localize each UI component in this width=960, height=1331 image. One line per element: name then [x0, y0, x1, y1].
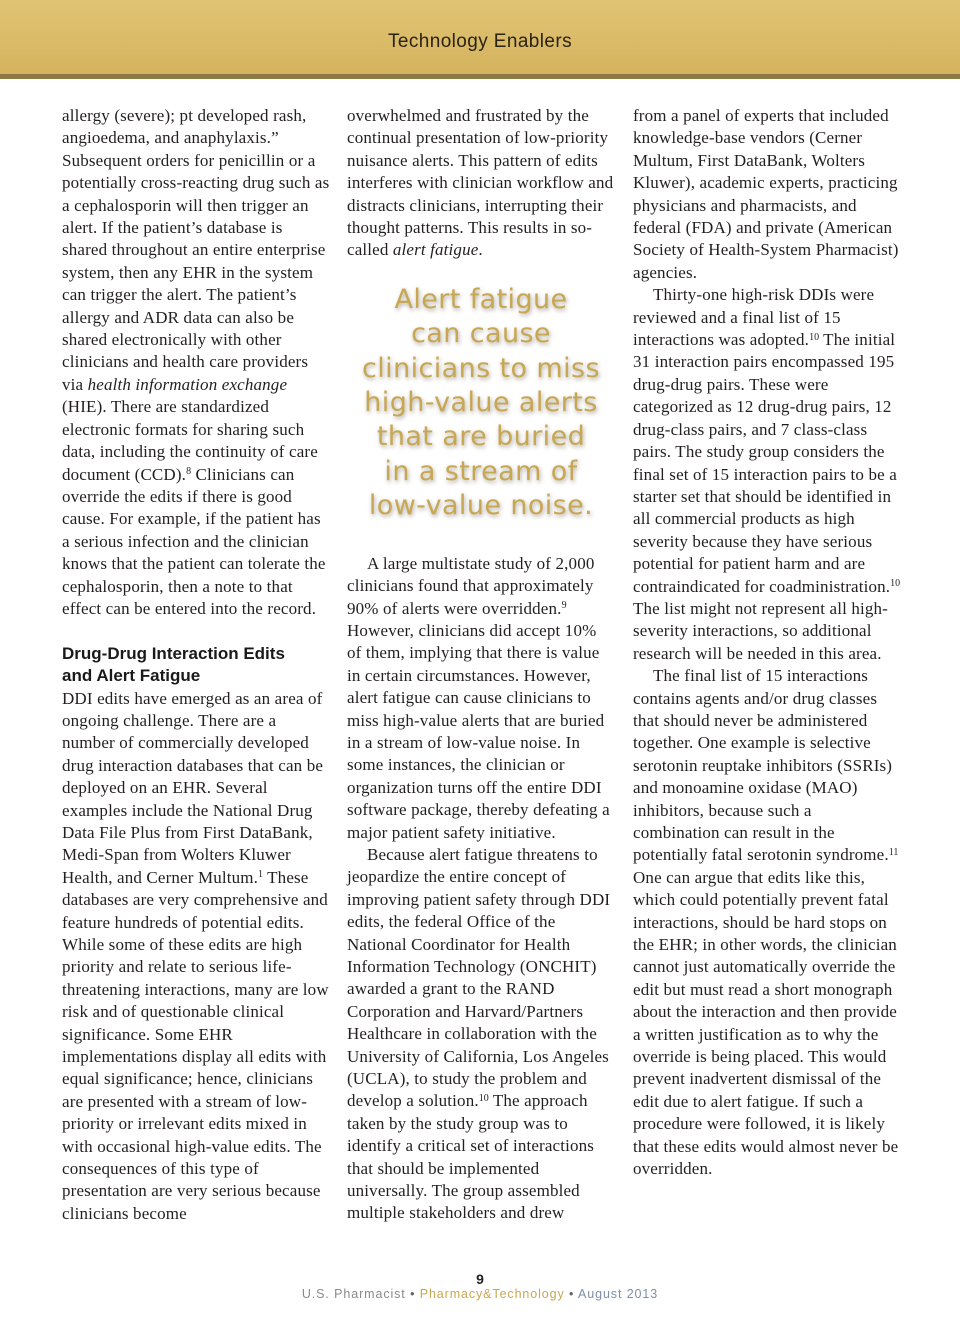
pull-quote-line: in a stream of	[384, 455, 578, 487]
text-run: The list might not represent all high-severity interactions, so additional research will be needed in this area.	[633, 598, 888, 663]
header-bar	[0, 0, 960, 79]
citation-superscript: 10	[478, 1092, 489, 1104]
pull-quote-line: Alert fatigue	[394, 283, 568, 315]
footer-section: Pharmacy&Technology	[419, 1287, 565, 1301]
body-paragraph	[62, 688, 330, 1226]
pull-quote-line: can cause	[411, 318, 551, 350]
pull-quote-line: low-value noise.	[368, 490, 594, 522]
footer-separator: •	[569, 1287, 575, 1301]
text-run: allergy (severe); pt developed rash, angioedema, and anaphylaxis.” Subsequent orders for penicillin or a potentially cross-reacting drug such as a cephalosporin will then trigger an alert. If the patient’s database is shared throughout an entire enterprise system, then any EHR in the system can trigger the alert. The patient’s allergy and ADR data can also be shared electronically with other clinicians and health care providers via	[62, 106, 330, 394]
citation-superscript: 1	[258, 869, 264, 881]
text-run: Thirty-one high-risk DDIs were reviewed and a final list of 15 interactions was adopted.	[633, 285, 875, 350]
citation-superscript: 11	[888, 846, 899, 858]
text-run: from a panel of experts that included knowledge-base vendors (Cerner Multum, First DataBank, Wolters Kluwer), academic experts, practicing physicians and pharmacists, and federal (FDA) and private (American Society of Health-System Pharmacist) agencies.	[633, 106, 899, 282]
page-number: 9	[476, 1271, 484, 1287]
citation-superscript: 8	[186, 466, 192, 477]
text-run: DDI edits have emerged as an area of ongoing challenge. There are a number of commercially developed drug interaction databases that can be deployed on an EHR. Several examples include the National Drug Data File Plus from First DataBank, Medi-Span from Wolters Kluwer Health, and Cerner Multum.	[62, 688, 324, 887]
text-run: One can argue that edits like this, which could potentially prevent fatal interactions, should be hard stops on the EHR; in other words, the clinician cannot just automatically override the edit but must read a short monograph about the interaction and then provide a written justification as to why the override is being placed. This would prevent inadvertent dismissal of the edit due to alert fatigue. If such a procedure were followed, it is likely that these edits would almost never be overridden.	[633, 867, 899, 1179]
footer-issue-date: August 2013	[578, 1287, 659, 1301]
text-run: The final list of 15 interactions contains agents and/or drug classes that should never be administered together. One example is selective serotonin reuptake inhibitors (SSRIs) and monoamine oxidase (MAO) inhibitors, because such a combination can result in the potentially fatal serotonin syndrome.	[633, 666, 893, 865]
body-paragraph	[347, 844, 615, 1225]
heading-line: Drug-Drug Interaction Edits	[62, 643, 285, 663]
pull-quote-line: clinicians to miss	[362, 352, 600, 384]
article-column-1	[62, 105, 330, 1225]
text-run: However, clinicians did accept 10% of them, implying that there is value in certain circumstances. However, alert fatigue can cause clinicians to miss high-value alerts that are buried in a stream of low-value noise. In some instances, the clinician or organization turns off the entire DDI software package, thereby defeating a major patient safety initiative.	[347, 620, 610, 842]
pull-quote-line: that are buried	[376, 421, 586, 453]
body-paragraph	[633, 665, 901, 1180]
citation-superscript: 9	[561, 600, 567, 611]
footer-separator: •	[410, 1287, 416, 1301]
article-column-2	[347, 105, 615, 1225]
text-run: overwhelmed and frustrated by the continual presentation of low-priority nuisance alerts. This pattern of edits interferes with clinician workflow and distracts clinicians, interrupting their thought patterns. This results in so-called	[347, 106, 614, 260]
text-run: The initial 31 interaction pairs encompassed 195 drug-drug pairs. These were categorized as 12 drug-drug pairs, 12 drug-class pairs, and 7 class-class pairs. The study group considers the final set of 15 interaction pairs to be a starter set that should be identified in all commercial products as high severity because they have serious potential for patient harm and are contraindicated for coadministration.	[633, 330, 897, 596]
text-run: These databases are very comprehensive and feature hundreds of potential edits. While some of these edits are high priority and relate to serious life-threatening interactions, many are low risk and of questionable clinical significance. Some EHR implementations display all edits with equal significance; hence, clinicians are presented with a stream of low-priority or irrelevant edits mixed in with occasional high-value edits. The consequences of this type of presentation are very serious because clinicians become	[62, 867, 329, 1223]
body-paragraph	[347, 105, 615, 262]
text-run: Clinicians can override the edits if there is good cause. For example, if the patient has a serious infection and the clinician knows that the patient can tolerate the cephalosporin, then a note to that effect can be entered into the record.	[62, 464, 326, 618]
heading-line: and Alert Fatigue	[62, 666, 201, 686]
footer-credit-line	[0, 1286, 960, 1302]
italic-term: health information exchange	[87, 374, 288, 394]
text-run: Because alert fatigue threatens to jeopardize the entire concept of improving patient safety through DDI edits, the federal Office of the National Coordinator for Health Information Technology (ONCHIT) awarded a grant to the RAND Corporation and Harvard/Partners Healthcare in collaboration with the University of California, Los Angeles (UCLA), to study the problem and develop a solution.	[347, 844, 611, 1111]
footer-publication: U.S. Pharmacist	[301, 1287, 406, 1301]
section-heading	[62, 643, 330, 688]
text-run: The approach taken by the study group was to identify a critical set of interactions that should be implemented universally. The group assembled multiple stakeholders and drew	[347, 1091, 595, 1223]
citation-superscript: 10	[890, 578, 901, 590]
article-column-3	[633, 105, 901, 1181]
text-run: A large multistate study of 2,000 clinicians found that approximately 90% of alerts were overridden.	[347, 553, 595, 618]
citation-superscript: 10	[809, 331, 820, 343]
body-paragraph	[62, 105, 330, 620]
italic-term: alert fatigue	[392, 240, 479, 260]
section-title: Technology Enablers	[388, 31, 572, 52]
pull-quote-line: high-value alerts	[364, 387, 598, 419]
text-run: .	[478, 240, 483, 260]
body-paragraph	[633, 284, 901, 665]
body-paragraph	[633, 105, 901, 284]
pull-quote	[347, 283, 615, 524]
body-paragraph	[347, 553, 615, 844]
text-run: (HIE). There are standardized electronic formats for sharing such data, including the continuity of care document (CCD).	[62, 397, 318, 484]
